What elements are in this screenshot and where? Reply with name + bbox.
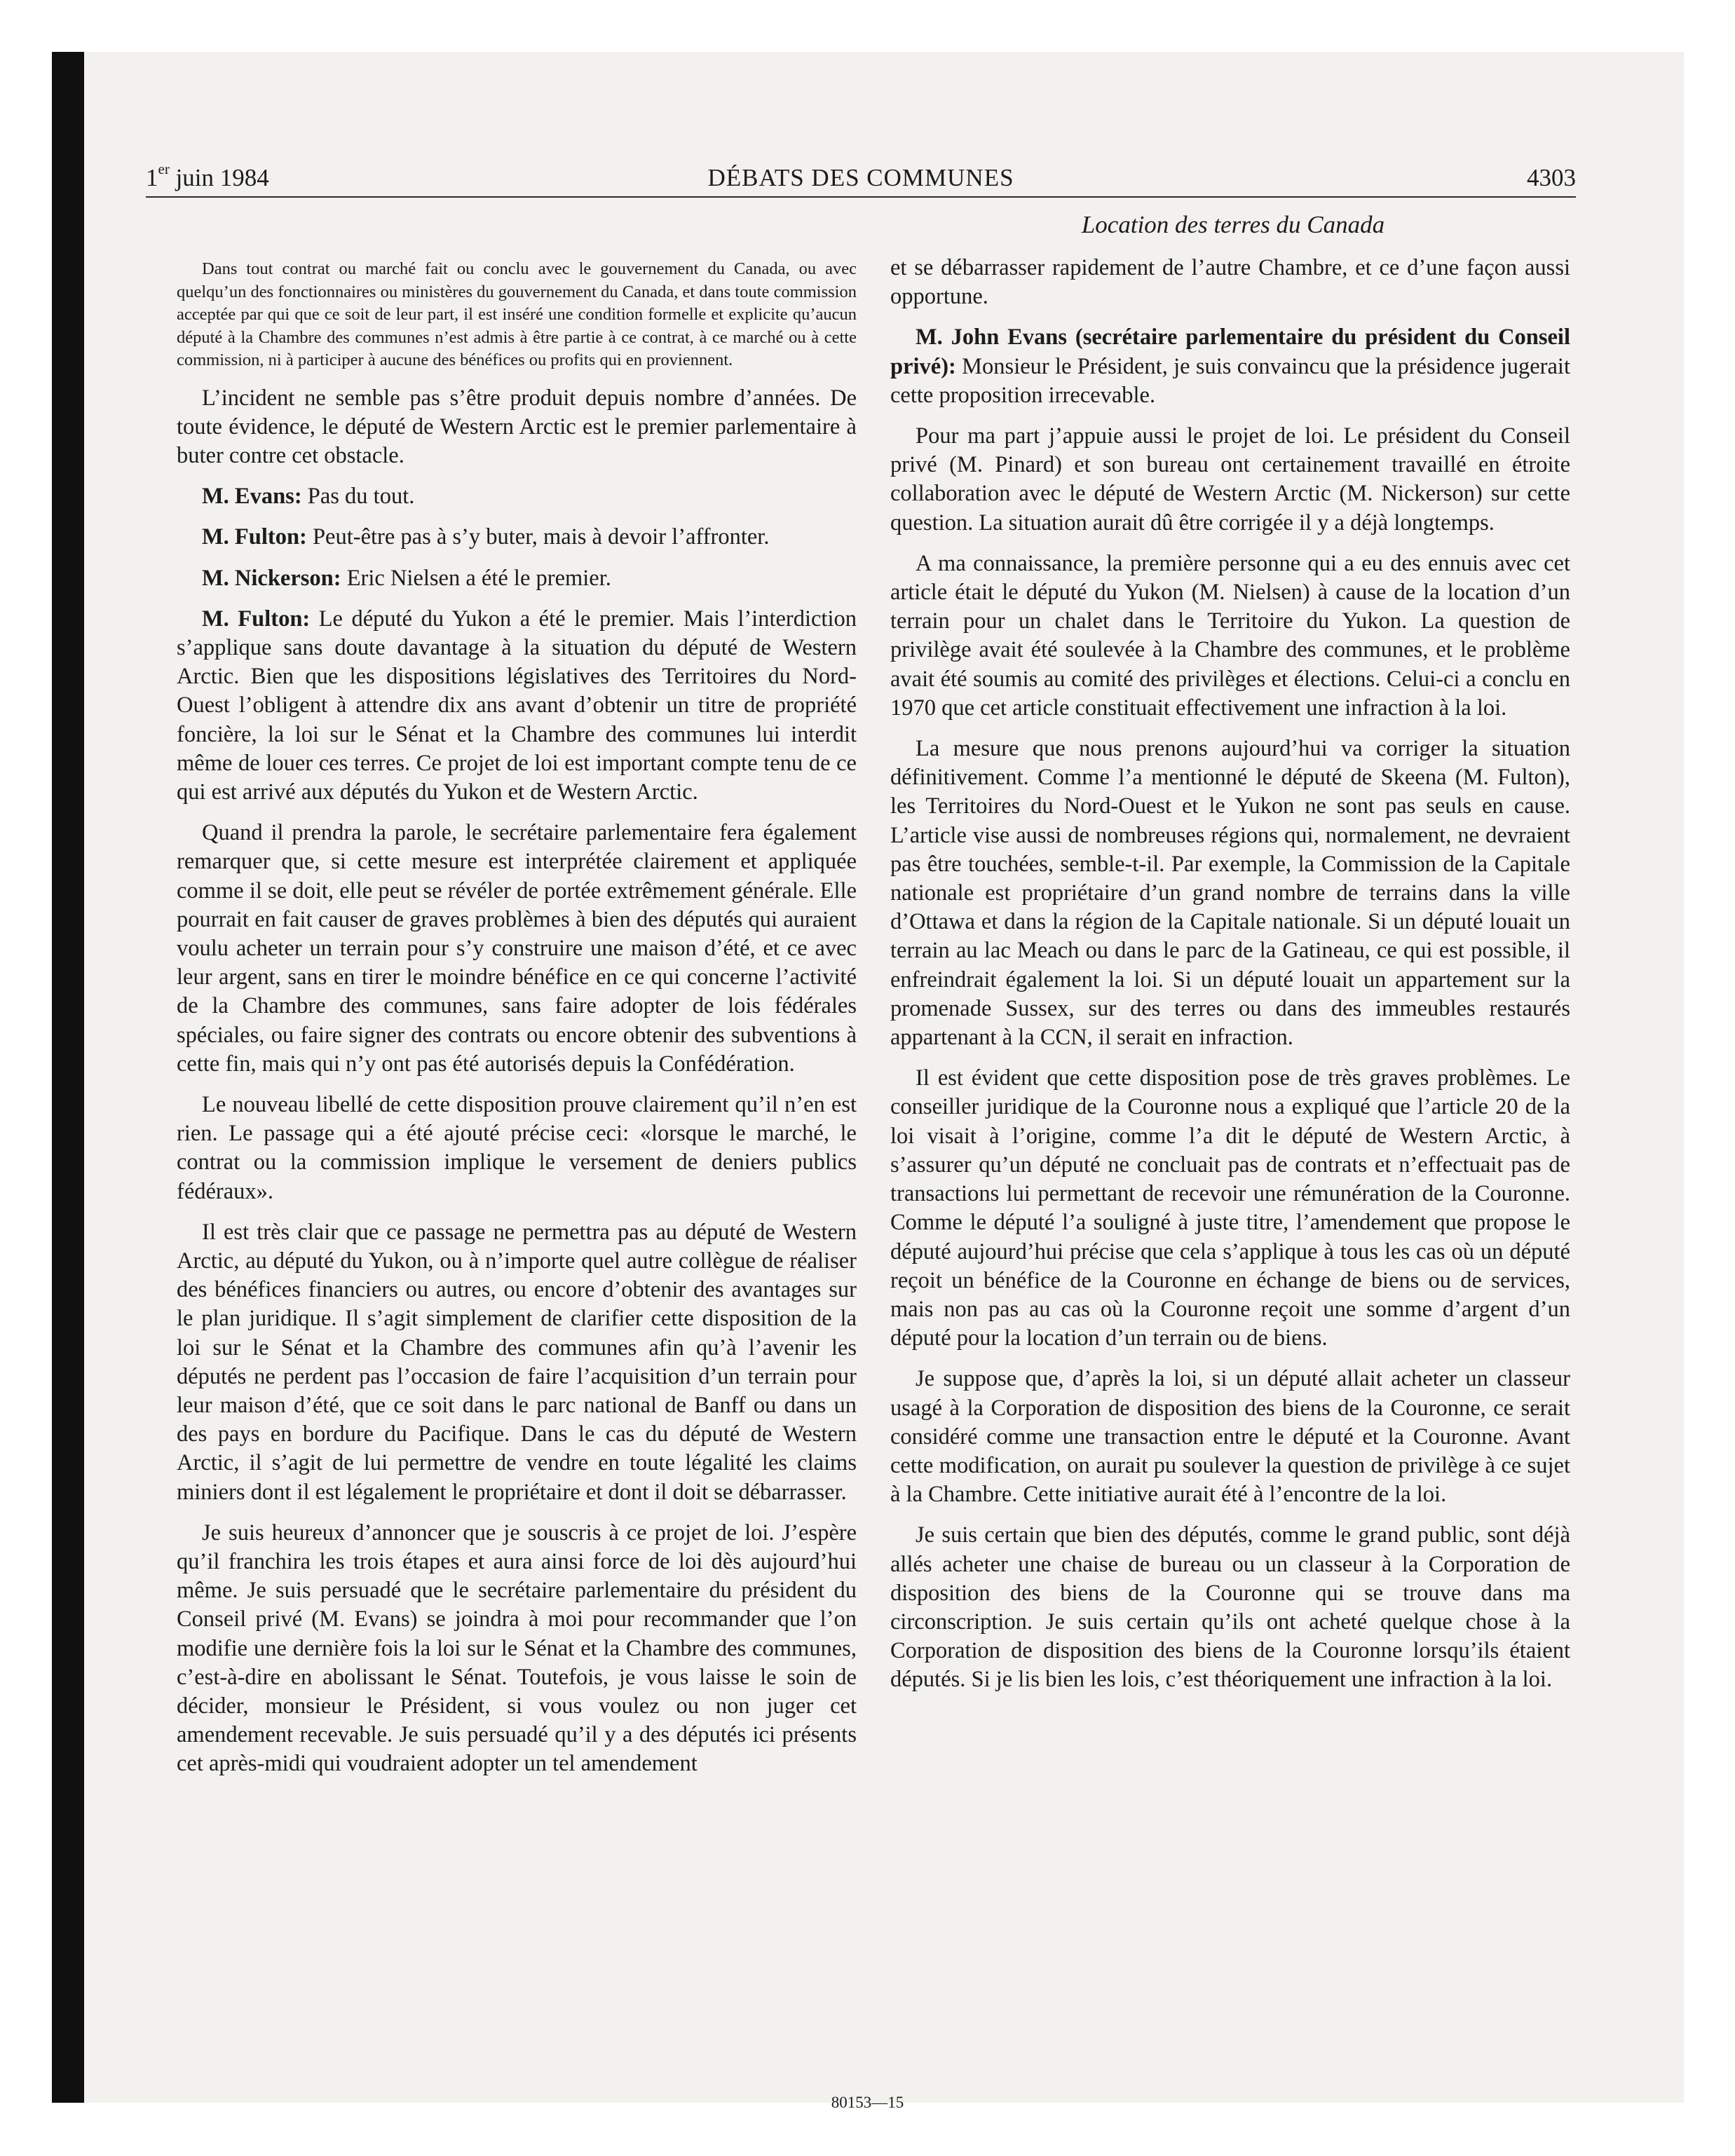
header-title: DÉBATS DES COMMUNES	[707, 164, 1014, 191]
page-header	[146, 158, 1576, 198]
header-date: 1er juin 1984	[146, 161, 269, 191]
header-rule	[146, 196, 1576, 198]
paragraph: Il est évident que cette disposition pose de très graves problèmes. Le conseiller juridique de la Couronne nous a expliqué que l’article 20 de la loi visait à l’origine, comme l’a dit le député de Western Arctic, à s’assurer qu’un député ne concluait pas de contrats et n’effectuait pas de transactions lui permettant de recevoir une rémunération de la Couronne. Comme le député l’a souligné à juste titre, l’amendement que propose le député aujourd’hui précise que cela s’applique à tous les cas où un député reçoit un bénéfice de la Couronne en échange de biens ou de services, mais non pas au cas où la Couronne reçoit une somme d’argent d’un député pour la location d’un terrain ou de biens.	[890, 1065, 1570, 1351]
left-column	[177, 258, 857, 1791]
paragraph: M. Fulton: Le député du Yukon a été le premier. Mais l’interdiction s’applique sans doute davantage à la situation du député de Western Arctic. Bien que les dispositions législatives des Territoires du Nord-Ouest l’obligent à attendre dix ans avant d’obtenir un titre de propriété foncière, la loi sur le Sénat et la Chambre des communes lui interdit même de louer ces terres. Ce projet de loi est important compte tenu de ce qui est arrivé aux députés du Yukon et de Western Arctic.	[177, 606, 857, 805]
paragraph: A ma connaissance, la première personne qui a eu des ennuis avec cet article était le député du Yukon (M. Nielsen) à cause de la location d’un terrain pour un chalet dans le Territoire du Yukon. La question de privilège avait été soulevée à la Chambre des communes, et le problème avait été soumis au comité des privilèges et élections. Celui-ci a conclu en 1970 que cet article constituait effectivement une infraction à la loi.	[890, 550, 1570, 721]
paragraph: M. Nickerson: Eric Nielsen a été le premier.	[202, 565, 611, 591]
paragraph: M. Fulton: Peut-être pas à s’y buter, mais à devoir l’affronter.	[202, 524, 770, 550]
paragraph: M. Evans: Pas du tout.	[202, 484, 415, 510]
running-title: Location des terres du Canada	[1081, 211, 1385, 238]
speaker-name: M. Fulton:	[202, 606, 311, 632]
speaker-name: M. Fulton:	[202, 524, 307, 550]
paragraph: Le nouveau libellé de cette disposition prouve clairement qu’il n’en est rien. Le passage qui a été ajouté précise ceci: «lorsque le marché, le contrat ou la commission implique le versement de deniers publics fédéraux».	[177, 1091, 857, 1204]
speaker-name: M. Evans:	[202, 484, 302, 510]
paragraph: Je suis heureux d’annoncer que je souscris à ce projet de loi. J’espère qu’il franchira les trois étapes et aura ainsi force de loi dès aujourd’hui même. Je suis persuadé que le secrétaire parlementaire du président du Conseil privé (M. Evans) se joindra à moi pour recommander que l’on modifie une dernière fois la loi sur le Sénat et la Chambre des communes, c’est-à-dire en abolissant le Sénat. Toutefois, je vous laisse le soin de décider, monsieur le Président, si vous voulez ou non juger cet amendement recevable. Je suis persuadé qu’il y a des députés ici présents cet après-midi qui voudraient adopter un tel amendement	[177, 1520, 857, 1777]
paragraph: Je suppose que, d’après la loi, si un député allait acheter un classeur usagé à la Corporation de disposition des biens de la Couronne, ce serait considéré comme une transaction entre le député et la Couronne. Avant cette modification, on aurait pu soulever la question de privilège à ce sujet à la Chambre. Cette initiative aurait été à l’encontre de la loi.	[890, 1366, 1570, 1508]
right-column	[890, 254, 1570, 1707]
paragraph: La mesure que nous prenons aujourd’hui va corriger la situation définitivement. Comme l’a mentionné le député de Skeena (M. Fulton), les Territoires du Nord-Ouest et le Yukon ne sont pas seuls en cause. L’article vise aussi de nombreuses régions qui, normalement, ne devraient pas être touchées, semble-t-il. Par exemple, la Commission de la Capitale nationale est propriétaire d’un grand nombre de terrains dans la ville d’Ottawa et dans la région de la Capitale nationale. Si un député louait un terrain au lac Meach ou dans le parc de la Gatineau, ce qui est possible, il enfreindrait également la loi. Si un député louait un appartement sur la promenade Sussex, sur des terres ou dans des immeubles restaurés appartenant à la CCN, il serait en infraction.	[890, 736, 1570, 1051]
paragraph: Quand il prendra la parole, le secrétaire parlementaire fera également remarquer que, si cette mesure est interprétée clairement et appliquée comme il se doit, elle peut se révéler de portée extrêmement générale. Elle pourrait en fait causer de graves problèmes à bien des députés qui auraient voulu acheter un terrain pour s’y construire une maison d’été, et ce avec leur argent, sans en tirer le moindre bénéfice en ce qui concerne l’activité de la Chambre des communes, sans faire adopter de lois fédérales spéciales, ou faire signer des contrats ou encore obtenir des subventions à cette fin, mais qui n’y ont pas été autorisés depuis la Confédération.	[177, 820, 857, 1077]
paragraph: L’incident ne semble pas s’être produit depuis nombre d’années. De toute évidence, le député de Western Arctic est le premier parlementaire à buter contre cet obstacle.	[177, 385, 857, 468]
paragraph: M. John Evans (secrétaire parlementaire du président du Conseil privé): Monsieur le Président, je suis convaincu que la présidence jugerait cette proposition irrecevable.	[890, 325, 1570, 408]
speaker-name: M. John Evans (secrétaire parlementaire du président du Conseil privé):	[890, 325, 1570, 379]
scan-edge	[52, 52, 84, 2103]
paragraph: Je suis certain que bien des députés, comme le grand public, sont déjà allés acheter une chaise de bureau ou un classeur à la Corporation de disposition des biens de la Couronne qui se trouve dans ma circonscription. Je suis certain qu’ils ont acheté quelque chose à la Corporation de disposition des biens de la Couronne lorsqu’ils étaient députés. Si je lis bien les lois, c’est théoriquement une infraction à la loi.	[890, 1522, 1570, 1693]
header-page-number: 4303	[1527, 164, 1576, 191]
speaker-name: M. Nickerson:	[202, 565, 341, 591]
paragraph: Il est très clair que ce passage ne permettra pas au député de Western Arctic, au député du Yukon, ou à n’importe quel autre collègue de réaliser des bénéfices financiers ou autres, ou encore d’obtenir des avantages sur le plan juridique. Il s’agit simplement de clarifier cette disposition de la loi sur le Sénat et la Chambre des communes afin qu’à l’avenir les députés ne perdent pas l’occasion de faire l’acquisition d’un terrain pour leur maison d’été, que ce soit dans le parc national de Banff ou dans un des pays en bordure du Pacifique. Dans le cas du député de Western Arctic, il s’agit de lui permettre de vendre en toute légalité les claims miniers dont il est légalement le propriétaire et dont il doit se débarrasser.	[177, 1219, 857, 1505]
quoted-law-text: Dans tout contrat ou marché fait ou conclu avec le gouvernement du Canada, ou avec quelqu’un des fonctionnaires ou ministères du gouvernement du Canada, et dans toute commission acceptée par qui que ce soit de leur part, il est inséré une condition formelle et explicite qu’aucun député à la Chambre des communes n’est admis à être partie à ce contrat, à ce marché ou à cette commission, ni à participer à aucune des bénéfices ou profits qui en proviennent.	[177, 259, 857, 369]
print-code: 80153—15	[831, 2094, 904, 2111]
paragraph: et se débarrasser rapidement de l’autre Chambre, et ce d’une façon aussi opportune.	[890, 255, 1570, 310]
paragraph: Pour ma part j’appuie aussi le projet de loi. Le président du Conseil privé (M. Pinard) et son bureau ont certainement travaillé en étroite collaboration avec le député de Western Arctic (M. Nickerson) sur cette question. La situation aurait dû être corrigée il y a déjà longtemps.	[890, 423, 1570, 535]
